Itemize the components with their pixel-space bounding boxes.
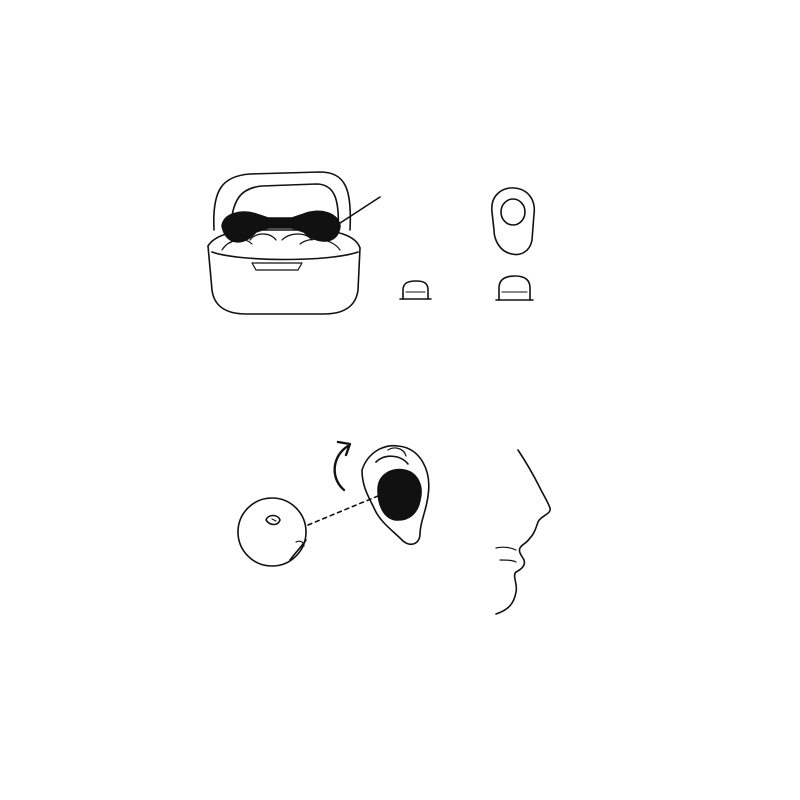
face-profile-illustration: [496, 450, 550, 614]
magnified-earbud-detail: [238, 498, 306, 566]
earbud-in-ear: [378, 470, 421, 520]
small-ear-tip-icon: [400, 281, 431, 299]
charging-case-illustration: [208, 172, 380, 314]
large-ear-tip-icon: [496, 276, 533, 300]
dashed-connector: [308, 496, 378, 525]
rotation-arrow-icon: [335, 442, 350, 490]
medium-ear-tip-icon: [492, 188, 534, 255]
sticker-strips: [222, 211, 340, 242]
